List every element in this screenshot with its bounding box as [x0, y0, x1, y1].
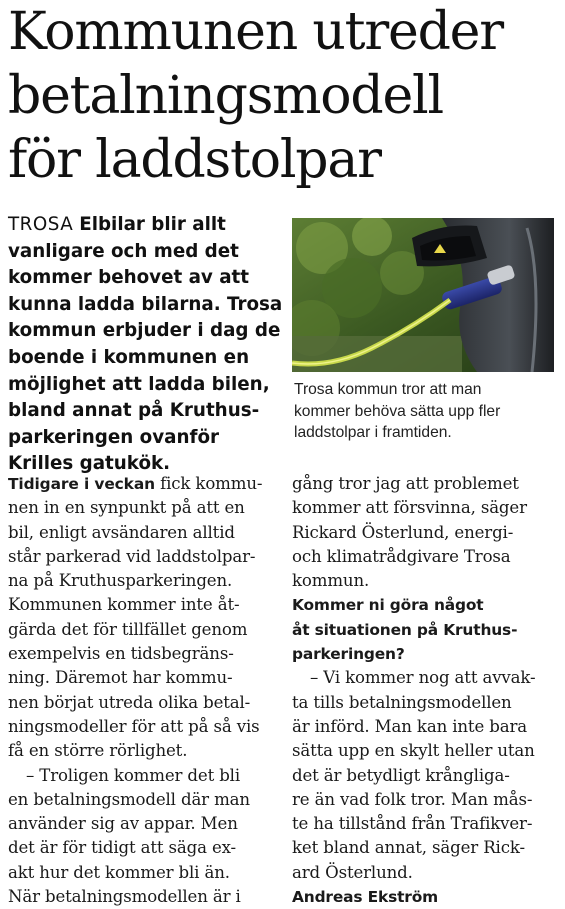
article-headline	[8, 0, 558, 192]
body-line: akt hur det kommer bli än.	[8, 862, 230, 882]
body-column-right	[292, 472, 564, 909]
ingress-line: kommun erbjuder i dag de	[8, 320, 281, 342]
ingress-line: boende i kommunen en	[8, 346, 250, 368]
body-line: bil, enligt avsändaren alltid	[8, 522, 235, 542]
body-line: är införd. Man kan inte bara	[292, 716, 527, 736]
body-line: få en större rörlighet.	[8, 741, 188, 761]
ingress-line: kunna ladda bilarna. Trosa	[8, 293, 283, 315]
caption-line: Trosa kommun tror att man	[294, 381, 482, 398]
body-line: kommun.	[292, 571, 370, 591]
body-line: ta tills betalningsmodellen	[292, 692, 512, 712]
body-line: sätta upp en skylt heller utan	[292, 741, 535, 761]
caption-line: laddstolpar i framtiden.	[294, 424, 452, 441]
body-line: kommer att försvinna, säger	[292, 498, 527, 518]
article-ingress	[8, 212, 283, 478]
body-line: Rickard Österlund, energi-	[292, 522, 514, 542]
headline-line: betalningsmodell	[8, 66, 443, 126]
ingress-line: möjlighet att ladda bilen,	[8, 373, 270, 395]
electric-car-charging-photo	[292, 218, 554, 372]
byline: Andreas Ekström	[292, 888, 439, 907]
ingress-line: vanligare och med det	[8, 240, 239, 262]
body-line: Kommunen kommer inte åt-	[8, 595, 240, 615]
body-line: nen börjat utreda olika betal-	[8, 692, 251, 712]
body-line: nen in en synpunkt på att en	[8, 498, 245, 518]
interview-question: Kommer ni göra något	[292, 596, 484, 615]
body-line: Tidigare i veckan fick kommu-	[8, 474, 263, 493]
ingress-line: Krilles gatukök.	[8, 453, 171, 475]
body-line: exempelvis en tidsbegräns-	[8, 644, 234, 664]
body-line: na på Kruthusparkeringen.	[8, 571, 233, 591]
body-line: re än vad folk tror. Man mås-	[292, 789, 533, 809]
body-column-left	[8, 472, 280, 909]
headline-line: Kommunen utreder	[8, 2, 503, 62]
body-line: ningsmodeller för att på så vis	[8, 716, 260, 736]
body-line: – Troligen kommer det bli	[26, 765, 240, 785]
interview-question: åt situationen på Kruthus-	[292, 620, 518, 639]
headline-line: för laddstolpar	[8, 130, 381, 190]
body-line: – Vi kommer nog att avvak-	[310, 668, 536, 688]
body-line: ning. Däremot har kommu-	[8, 668, 233, 688]
ingress-line: bland annat på Kruthus-	[8, 400, 260, 422]
body-line: och klimatrådgivare Trosa	[292, 546, 511, 566]
body-line: det är betydligt krångliga-	[292, 765, 510, 785]
caption-line: kommer behöva sätta upp fler	[294, 402, 501, 420]
body-line: en betalningsmodell där man	[8, 789, 250, 809]
ingress-line: parkeringen ovanför	[8, 426, 220, 448]
interview-question: parkeringen?	[292, 645, 405, 664]
run-in-lead: Tidigare i veckan	[8, 475, 155, 493]
body-line: ket bland annat, säger Rick-	[292, 838, 525, 858]
body-line: det är för tidigt att säga ex-	[8, 838, 236, 858]
dateline: TROSA	[8, 214, 74, 235]
body-line: När betalningsmodellen är i	[8, 887, 241, 907]
body-line: ard Österlund.	[292, 862, 413, 882]
body-line: te ha tillstånd från Trafikver-	[292, 814, 533, 834]
charging-photo-illustration	[292, 218, 554, 372]
body-line: gång tror jag att problemet	[292, 474, 519, 493]
ingress-line: kommer behovet av att	[8, 267, 250, 289]
photo-caption	[294, 379, 556, 444]
body-line: står parkerad vid laddstolpar-	[8, 546, 256, 566]
ingress-line: TROSA Elbilar blir allt	[8, 214, 226, 235]
body-line: använder sig av appar. Men	[8, 814, 238, 834]
body-line: gärda det för tillfället genom	[8, 619, 248, 639]
